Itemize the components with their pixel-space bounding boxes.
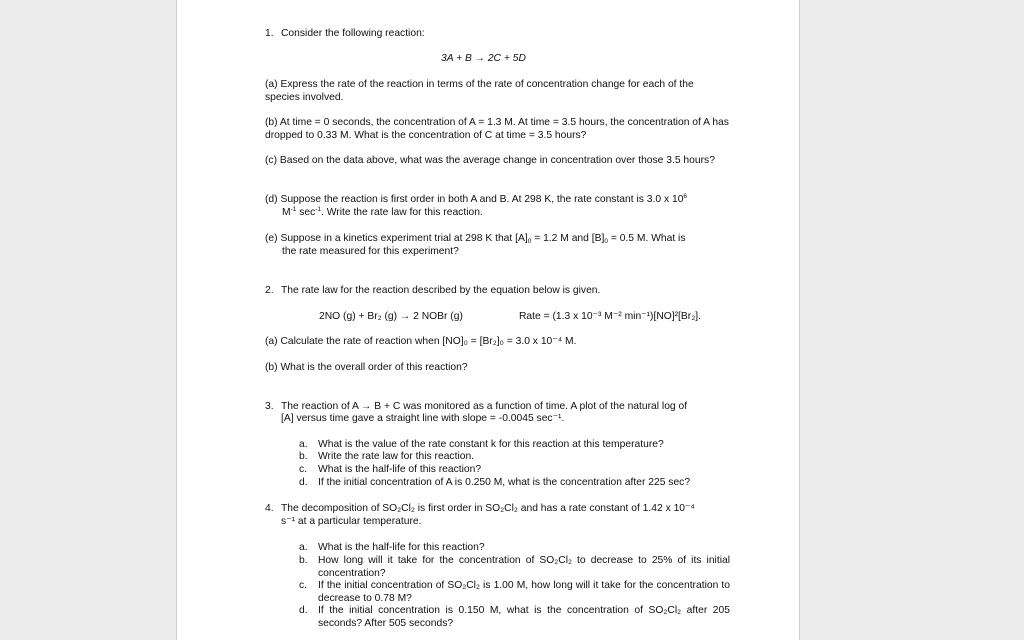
question-4b-label: b. [299,555,308,566]
question-4-intro-line2: s⁻¹ at a particular temperature. [281,516,422,527]
document-page [176,0,800,640]
question-4a-label: a. [299,542,308,553]
question-3b-label: b. [299,451,308,462]
question-1e [265,233,745,258]
question-3c: What is the half-life of this reaction? [318,464,482,475]
question-1c: (c) Based on the data above, what was the average change in concentration over those 3.5 hours? [265,155,715,166]
question-2-equation: 2NO (g) + Br₂ (g) → 2 NOBr (g) [319,311,463,322]
question-1b: (b) At time = 0 seconds, the concentration of A = 1.3 M. At time = 3.5 hours, the concentration of A has dropped to 0.33 M. What is the concentration of C at time = 3.5 hours? [265,117,729,141]
question-4b: How long will it take for the concentration of SO₂Cl₂ to decrease to 25% of its initial concentration? [318,555,730,579]
question-2b: (b) What is the overall order of this reaction? [265,362,468,373]
question-1d-post: . Write the rate law for this reaction. [321,206,483,218]
question-2-number: 2. [265,285,274,296]
question-3-intro-line1: The reaction of A → B + C was monitored as a function of time. A plot of the natural log of [281,401,688,412]
question-3a: What is the value of the rate constant k for this reaction at this temperature? [318,439,664,450]
question-1-number: 1. [265,28,274,39]
question-2a: (a) Calculate the rate of reaction when [NO]₀ = [Br₂]₀ = 3.0 x 10⁻⁴ M. [265,336,577,347]
question-3a-label: a. [299,439,308,450]
question-2-rate-law: Rate = (1.3 x 10⁻³ M⁻² min⁻¹)[NO]²[Br₂]. [519,311,701,322]
question-4-number: 4. [265,503,274,514]
question-1d-sec: sec [296,206,316,218]
question-3c-label: c. [299,464,308,475]
question-3d: If the initial concentration of A is 0.250 M, what is the concentration after 225 sec? [318,477,691,488]
question-1e-sub2: 0 [604,238,608,245]
question-4a: What is the half-life for this reaction? [318,542,485,553]
question-4-intro-line1: The decomposition of SO₂Cl₂ is first order in SO₂Cl₂ and has a rate constant of 1.42 x 10⁻⁴ [281,503,695,514]
question-3-number: 3. [265,401,274,412]
question-1e-pre: (e) Suppose in a kinetics experiment trial at 298 K that [A] [265,233,528,244]
question-1-reaction: 3A + B → 2C + 5D [441,53,526,64]
question-3d-label: d. [299,477,308,488]
question-4c-label: c. [299,580,308,591]
question-1d-mid: M [282,206,291,218]
question-1-intro: Consider the following reaction: [281,28,425,39]
question-1e-mid: = 1.2 M and [B] [531,233,605,244]
question-1d-exp3: -1 [315,205,322,213]
question-3b: Write the rate law for this reaction. [318,451,475,462]
question-3-intro-line2: [A] versus time gave a straight line with slope = -0.0045 sec⁻¹. [281,413,565,424]
question-1e-sub1: 0 [527,238,532,245]
question-1d [265,194,731,219]
question-1d-exp2: -1 [290,205,297,213]
question-4d: If the initial concentration is 0.150 M, what is the concentration of SO₂Cl₂ after 205 seconds? After 505 seconds? [318,605,730,629]
question-1a: (a) Express the rate of the reaction in terms of the rate of concentration change for each of the species involved. [265,79,694,103]
question-1d-exp1: 6 [683,193,688,200]
question-4c: If the initial concentration of SO₂Cl₂ is 1.00 M, how long will it take for the concentration to decrease to 0.78 M? [318,580,730,604]
question-4d-label: d. [299,605,308,616]
question-2-intro: The rate law for the reaction described by the equation below is given. [281,285,601,296]
question-1d-pre: (d) Suppose the reaction is first order in both A and B. At 298 K, the rate constant is 3.0 x 10 [265,194,684,205]
question-1e-post: = 0.5 M. What is [607,233,686,244]
question-1e-line2: the rate measured for this experiment? [282,245,459,257]
